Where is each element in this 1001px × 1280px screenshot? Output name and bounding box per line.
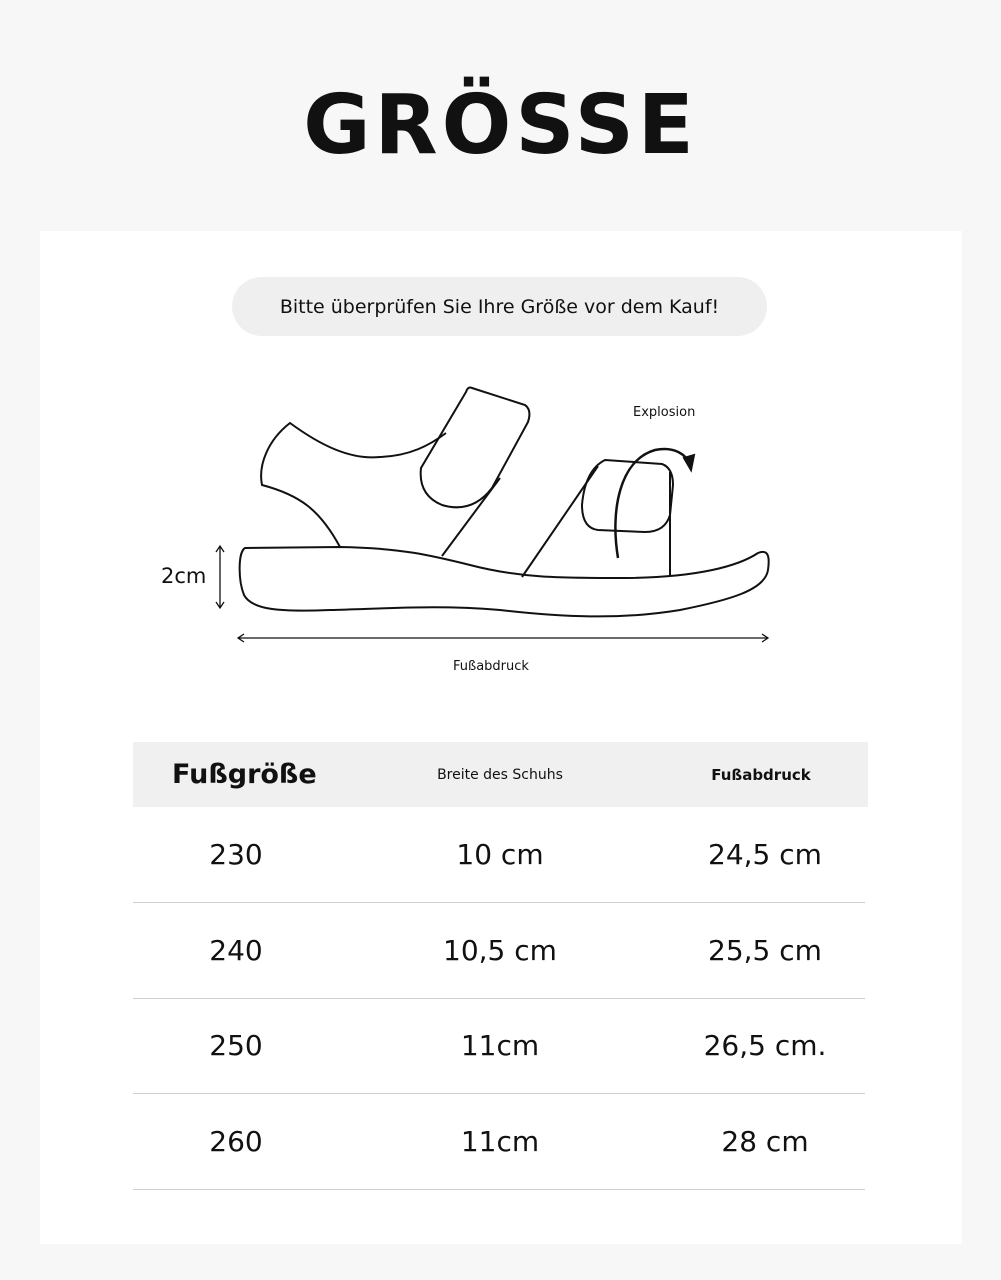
cell-size: 250 <box>209 1029 263 1062</box>
cell-footprint: 28 cm <box>721 1125 809 1158</box>
cell-width: 10 cm <box>456 838 544 871</box>
ankle-velcro <box>421 388 530 508</box>
length-arrow <box>238 634 768 642</box>
length-label: Fußabdruck <box>453 659 529 674</box>
header-foot-size: Fußgröße <box>172 759 317 790</box>
cell-size: 260 <box>209 1125 263 1158</box>
cell-width: 11cm <box>460 1125 540 1158</box>
heel-strap <box>261 423 446 547</box>
table-row <box>133 998 865 1094</box>
strap-line <box>442 478 500 556</box>
page-title: GRÖSSE <box>303 78 698 173</box>
table-row <box>133 1094 865 1190</box>
table-header <box>133 742 868 807</box>
height-label: 2cm <box>161 564 207 588</box>
cell-size: 230 <box>209 838 263 871</box>
sandal-sole <box>240 547 769 616</box>
explosion-arrow <box>615 449 690 558</box>
explosion-label: Explosion <box>633 405 696 420</box>
table-row <box>133 807 865 903</box>
cell-width: 11cm <box>460 1029 540 1062</box>
table-row <box>133 903 865 999</box>
cell-footprint: 26,5 cm. <box>703 1029 827 1062</box>
cell-size: 240 <box>209 934 263 967</box>
arrow-head-icon <box>684 455 694 470</box>
height-arrow <box>216 546 224 608</box>
header-width: Breite des Schuhs <box>437 766 563 783</box>
front-strap <box>522 466 670 577</box>
cell-footprint: 24,5 cm <box>708 838 822 871</box>
cell-footprint: 25,5 cm <box>708 934 822 967</box>
cell-width: 10,5 cm <box>443 934 557 967</box>
header-footprint: Fußabdruck <box>711 765 811 784</box>
notice-text: Bitte überprüfen Sie Ihre Größe vor dem Kauf! <box>279 295 720 318</box>
